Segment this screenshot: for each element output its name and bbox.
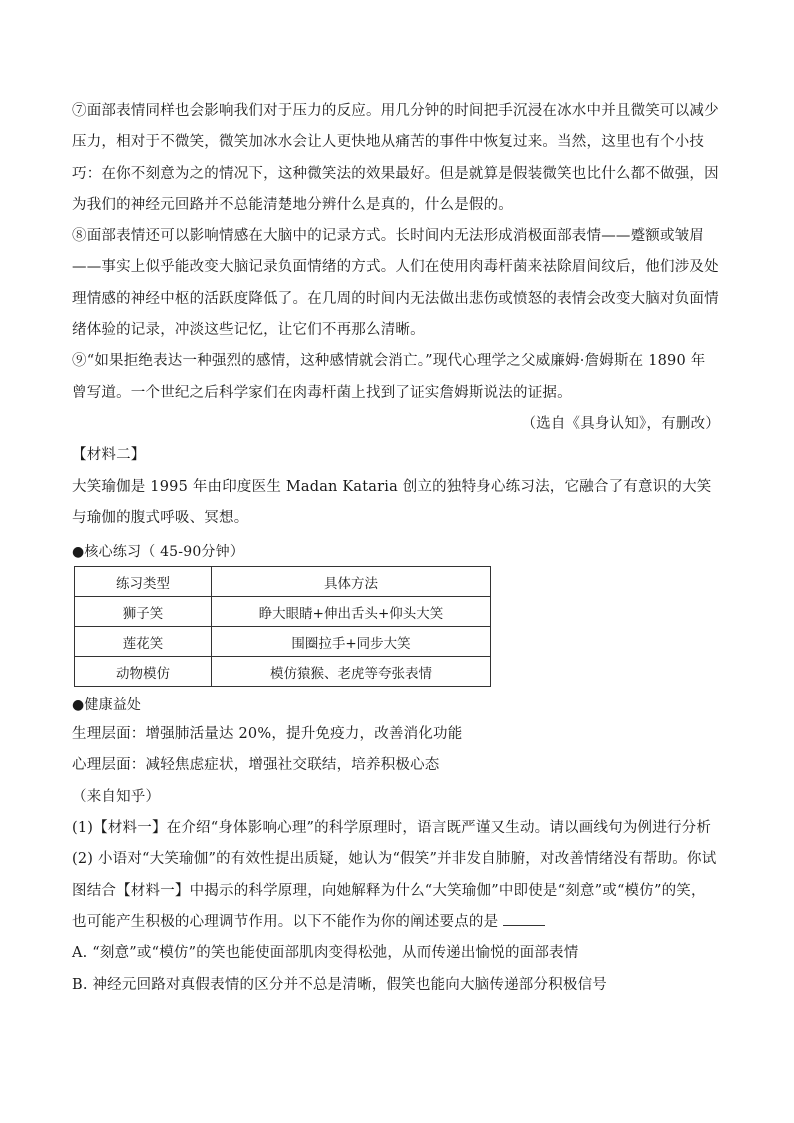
table-header-row — [75, 567, 491, 597]
paragraph-7: ⑦面部表情同样也会影响我们对于压力的反应。用几分钟的时间把手沉浸在冰水中并且微笑可以减少压力，相对于不微笑，微笑加冰水会让人更快地从痛苦的事件中恢复过来。当然，这里也有个小技巧：在你不刻意为之的情况下，这种微笑法的效果最好。但是就算是假装微笑也比什么都不做强，因为我们的神经元回路并不总能清楚地分辨什么是真的，什么是假的。 — [72, 103, 719, 213]
table-row — [75, 657, 491, 687]
table-cell: 睁大眼睛+伸出舌头+仰头大笑 — [212, 597, 491, 627]
option-b: B. 神经元回路对真假表情的区分并不总是清晰，假笑也能向大脑传递部分积极信号 — [72, 976, 607, 993]
table-row — [75, 597, 491, 627]
question-2 — [72, 844, 720, 938]
table-cell: 动物模仿 — [75, 657, 212, 687]
material-2-intro: 大笑瑜伽是 1995 年由印度医生 Madan Kataria 创立的独特身心练习法，它融合了有意识的大笑与瑜伽的腹式呼吸、冥想。 — [72, 478, 712, 526]
table-header: 练习类型 — [75, 567, 212, 597]
material-2-source: （来自知乎） — [72, 788, 161, 805]
article-source: （选自《具身认知》，有删改） — [521, 415, 720, 432]
practice-table — [74, 566, 491, 687]
benefit-mental: 心理层面：减轻焦虑症状，增强社交联结，培养积极心态 — [72, 757, 440, 774]
answer-blank[interactable] — [503, 911, 545, 926]
table-row — [75, 627, 491, 657]
core-practice-title: ●核心练习（ 45-90分钟） — [72, 544, 245, 561]
question-1: (1)【材料一】在介绍“身体影响心理”的科学原理时，语言既严谨又生动。请以画线句为例进行分析 — [72, 820, 712, 837]
paragraph-9: ⑨“如果拒绝表达一种强烈的感情，这种感情就会消亡。”现代心理学之父威廉姆·詹姆斯在 1890 年曾写道。一个世纪之后科学家们在肉毒杆菌上找到了证实詹姆斯说法的证据。 — [72, 353, 706, 401]
paragraph-8: ⑧面部表情还可以影响情感在大脑中的记录方式。长时间内无法形成消极面部表情——蹙额或皱眉——事实上似乎能改变大脑记录负面情绪的方式。人们在使用肉毒杆菌来祛除眉间纹后，他们涉及处理情感的神经中枢的活跃度降低了。在几周的时间内无法做出悲伤或愤怒的表情会改变大脑对负面情绪体验的记录，冲淡这些记忆，让它们不再那么清晰。 — [72, 228, 719, 339]
option-a: A. “刻意”或“模仿”的笑也能使面部肌肉变得松弛，从而传递出愉悦的面部表情 — [72, 945, 579, 962]
benefit-physical: 生理层面：增强肺活量达 20%，提升免疫力，改善消化功能 — [72, 726, 463, 743]
material-2-heading: 【材料二】 — [72, 447, 146, 464]
table-cell: 莲花笑 — [75, 627, 212, 657]
question-2-text: (2) 小语对“大笑瑜伽”的有效性提出质疑，她认为“假笑”并非发自肺腑，对改善情绪没有帮助。你试图结合【材料一】中揭示的科学原理，向她解释为什么“大笑瑜伽”中即使是“刻意”或“模仿”的笑，也可能产生积极的心理调节作用。以下不能作为你的阐述要点的是 — [72, 851, 717, 930]
document-page — [72, 96, 720, 1001]
table-header: 具体方法 — [212, 567, 491, 597]
table-cell: 狮子笑 — [75, 597, 212, 627]
health-benefit-title: ●健康益处 — [72, 697, 142, 714]
table-cell: 围圈拉手+同步大笑 — [212, 627, 491, 657]
table-cell: 模仿猿猴、老虎等夸张表情 — [212, 657, 491, 687]
